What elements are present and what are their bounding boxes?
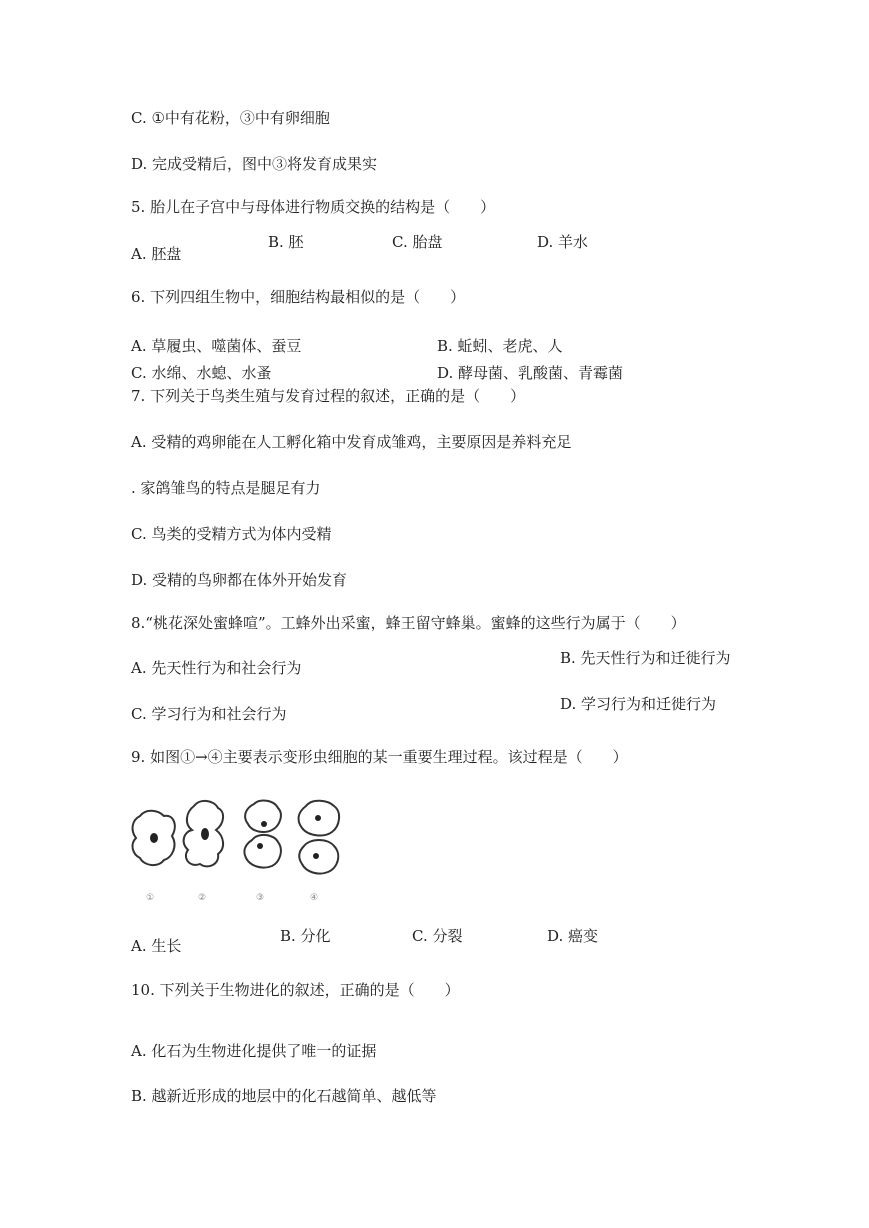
- nucleus-2: [201, 828, 209, 840]
- nucleus-4b: [313, 853, 319, 859]
- q4-option-c: C. ①中有花粉，③中有卵细胞: [131, 109, 330, 127]
- q6-option-c: C. 水绵、水螅、水蚤: [131, 364, 272, 382]
- fig-label-3: ③: [256, 893, 265, 903]
- q5-option-d: D. 羊水: [537, 233, 589, 251]
- nucleus-4a: [315, 815, 321, 821]
- cell-3-top: [245, 801, 281, 832]
- nucleus-3b: [257, 843, 263, 849]
- q5-stem: 5. 胎儿在子宫中与母体进行物质交换的结构是（ ）: [131, 198, 496, 216]
- q7-option-d: D. 受精的鸟卵都在体外开始发育: [131, 571, 348, 589]
- q9-option-c: C. 分裂: [412, 927, 463, 945]
- q8-stem: 8.“桃花深处蜜蜂喧”。工蜂外出采蜜，蜂王留守蜂巢。蜜蜂的这些行为属于（ ）: [131, 614, 686, 632]
- q9-stem: 9. 如图①→④主要表示变形虫细胞的某一重要生理过程。该过程是（ ）: [131, 748, 628, 766]
- q8-option-d: D. 学习行为和迁徙行为: [560, 695, 717, 713]
- q5-option-b: B. 胚: [268, 233, 304, 251]
- cell-3-bottom: [244, 835, 280, 868]
- amoeba-division-figure: [128, 796, 358, 916]
- q7-option-a: A. 受精的鸡卵能在人工孵化箱中发育成雏鸡，主要原因是养料充足: [131, 433, 572, 451]
- nucleus-3a: [261, 821, 267, 827]
- q8-option-c: C. 学习行为和社会行为: [131, 705, 287, 723]
- q6-option-d: D. 酵母菌、乳酸菌、青霉菌: [437, 364, 624, 382]
- q4-option-d: D. 完成受精后，图中③将发育成果实: [131, 155, 378, 173]
- q5-option-a: A. 胚盘: [131, 245, 182, 263]
- q6-option-a: A. 草履虫、噬菌体、蚕豆: [131, 337, 302, 355]
- fig-label-1: ①: [146, 893, 155, 903]
- q10-option-b: B. 越新近形成的地层中的化石越简单、越低等: [131, 1087, 437, 1105]
- q8-option-a: A. 先天性行为和社会行为: [131, 659, 302, 677]
- q9-option-d: D. 癌变: [547, 927, 599, 945]
- q9-option-b: B. 分化: [280, 927, 331, 945]
- amoeba-cells-svg: [128, 796, 358, 916]
- fig-label-2: ②: [198, 893, 207, 903]
- q9-option-a: A. 生长: [131, 937, 182, 955]
- q6-stem: 6. 下列四组生物中，细胞结构最相似的是（ ）: [131, 288, 466, 306]
- q10-stem: 10. 下列关于生物进化的叙述，正确的是（ ）: [131, 981, 460, 999]
- q8-option-b: B. 先天性行为和迁徙行为: [560, 649, 731, 667]
- q7-stem: 7. 下列关于鸟类生殖与发育过程的叙述，正确的是（ ）: [131, 387, 526, 405]
- q7-option-b: . 家鸽雏鸟的特点是腿足有力: [131, 479, 321, 497]
- q5-option-c: C. 胎盘: [392, 233, 443, 251]
- q10-option-a: A. 化石为生物进化提供了唯一的证据: [131, 1042, 377, 1060]
- q6-option-b: B. 蚯蚓、老虎、人: [437, 337, 563, 355]
- fig-label-4: ④: [310, 893, 319, 903]
- nucleus-1: [150, 833, 158, 843]
- q7-option-c: C. 鸟类的受精方式为体内受精: [131, 525, 332, 543]
